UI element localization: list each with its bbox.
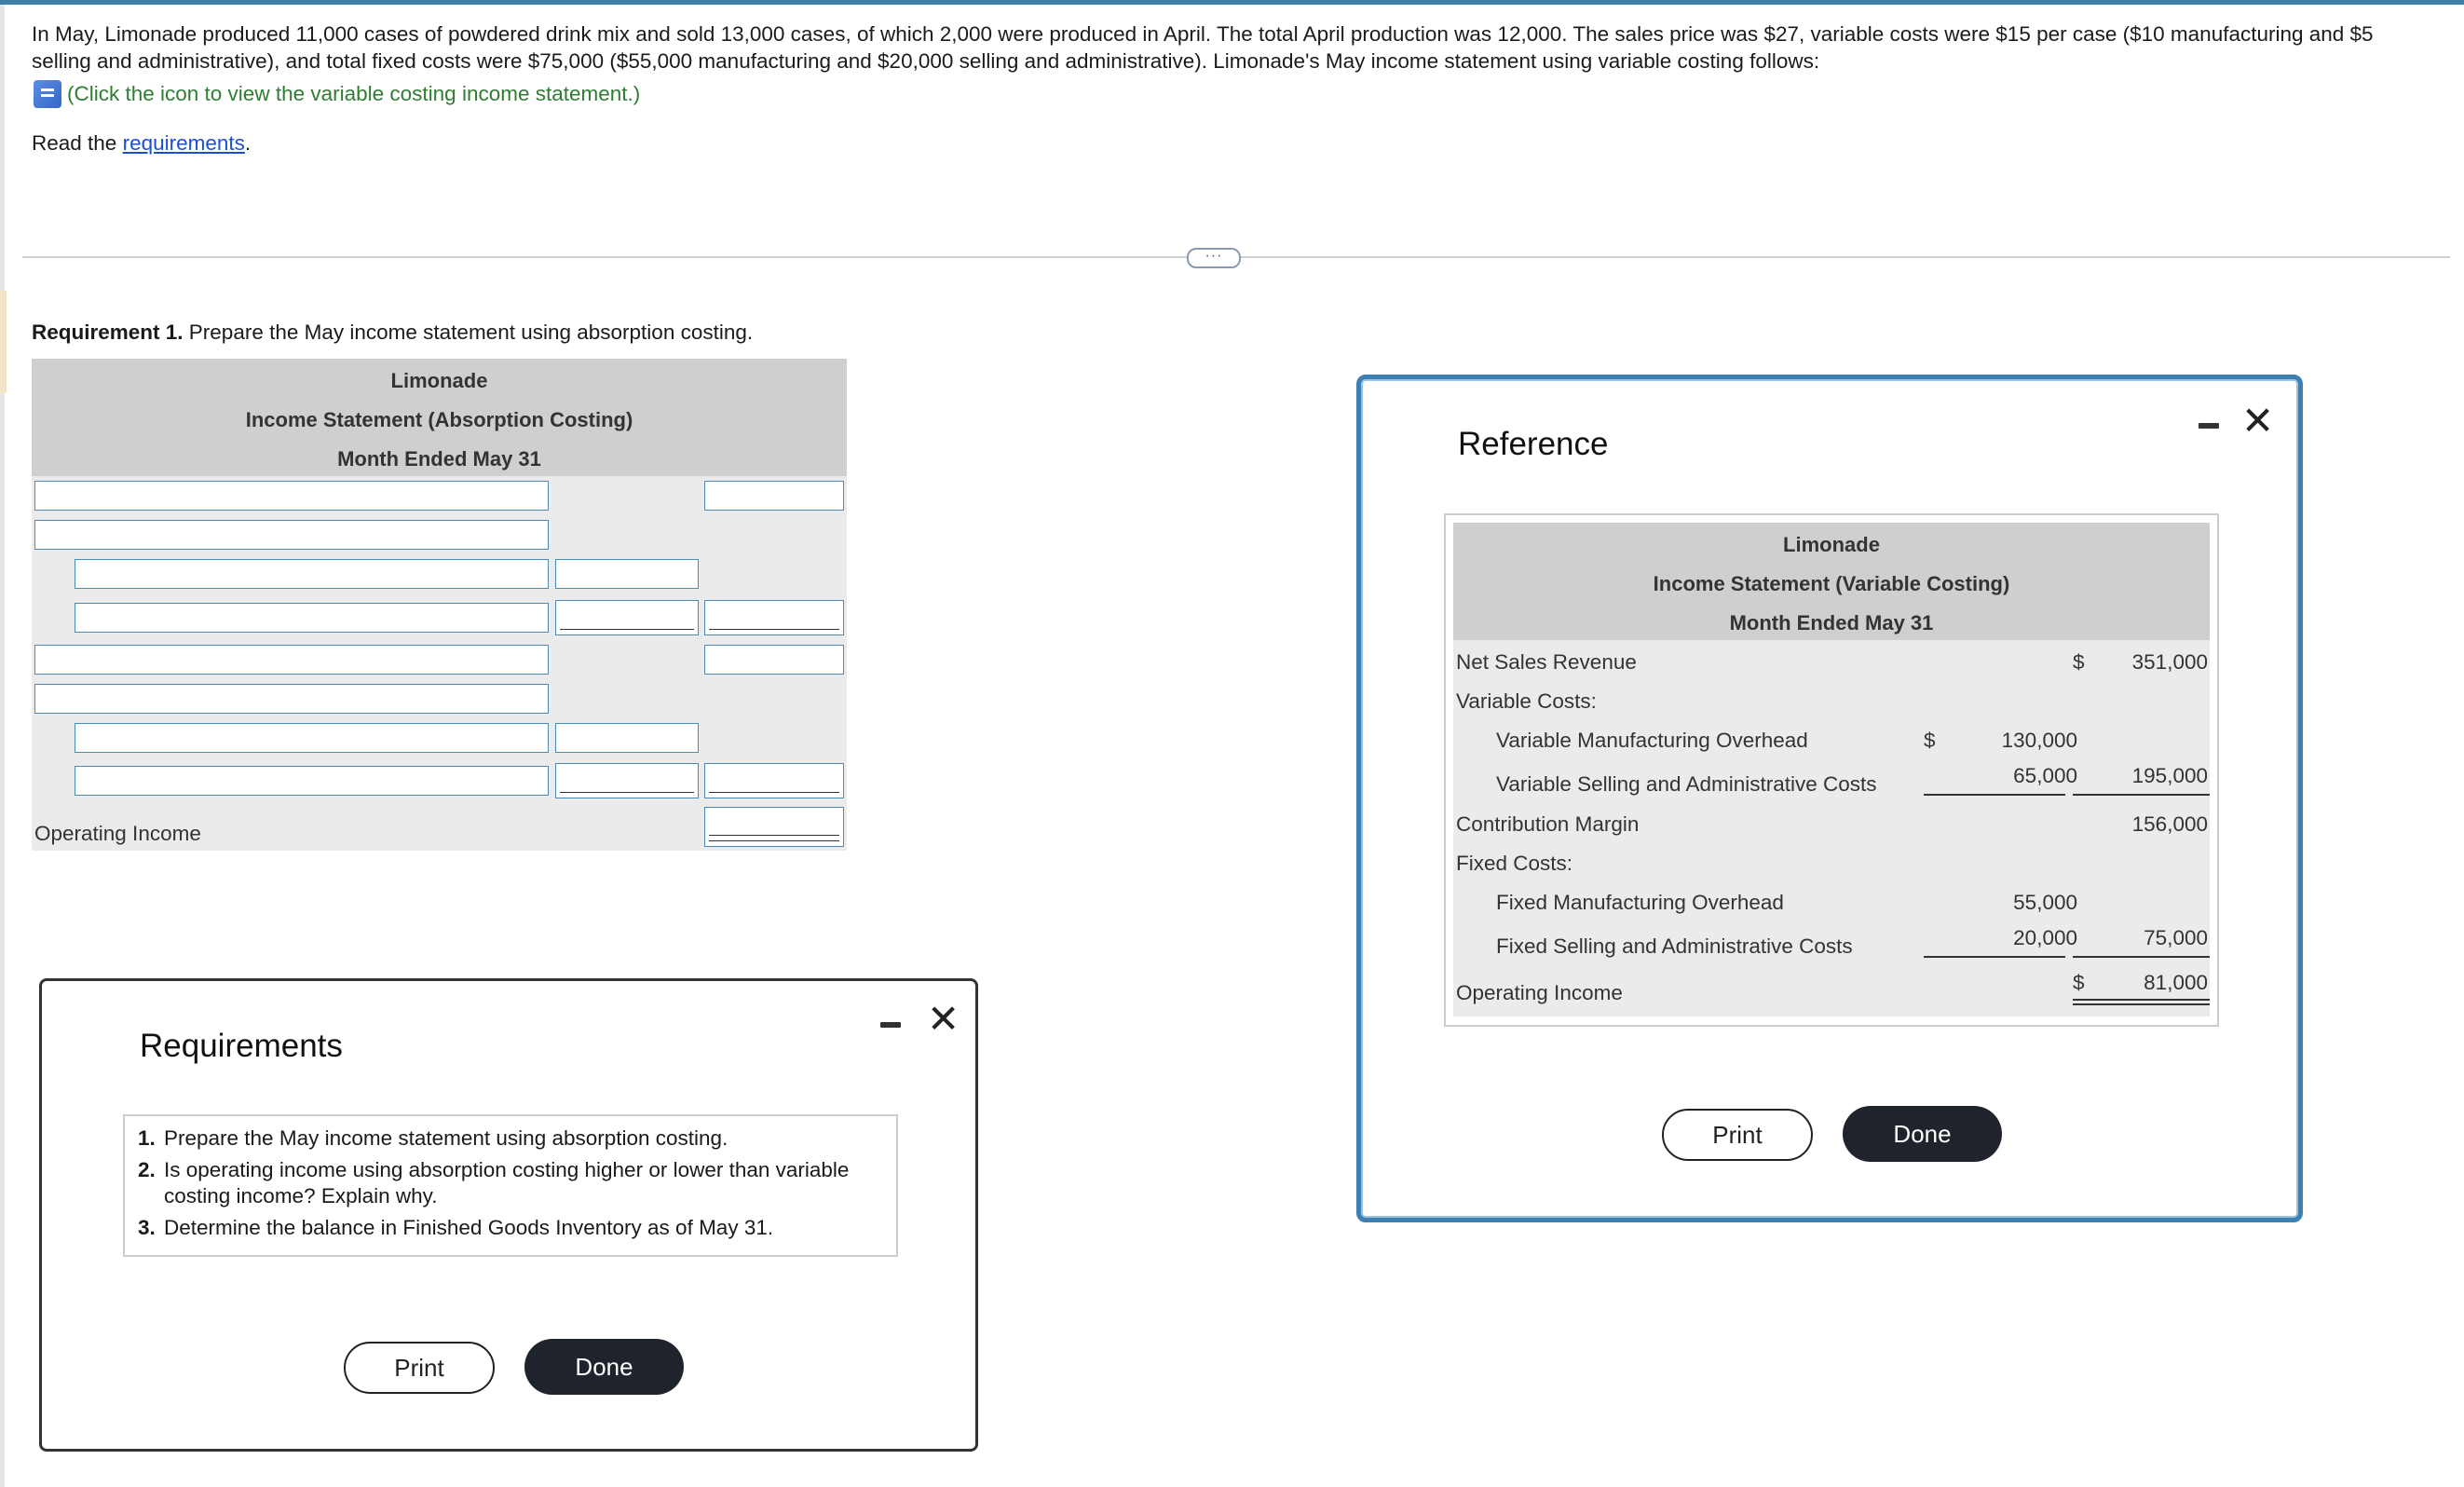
done-button[interactable]: Done — [1843, 1106, 2002, 1162]
minimize-icon[interactable] — [2199, 423, 2219, 429]
label-input-row6[interactable] — [34, 684, 549, 714]
var-mfg-value: 130,000 — [2001, 729, 2077, 752]
requirement-1-text: Prepare the May income statement using absorption costing. — [183, 321, 754, 344]
absorption-income-statement — [32, 359, 847, 851]
label-input-row2[interactable] — [34, 520, 549, 550]
requirement-text: Prepare the May income statement using absorption costing. — [164, 1126, 728, 1150]
requirement-text: Is operating income using absorption costing higher or lower than variable costing income? Explain why. — [164, 1158, 850, 1207]
underline — [1924, 956, 2065, 958]
operating-income-dollar: $ — [2073, 971, 2085, 994]
double-underline — [2073, 1003, 2210, 1005]
var-sa-label: Variable Selling and Administrative Costs — [1496, 772, 1877, 796]
print-button[interactable]: Print — [344, 1342, 495, 1394]
variable-costs-label: Variable Costs: — [1456, 689, 1597, 713]
label-input-row3[interactable] — [75, 559, 549, 589]
minimize-icon[interactable] — [880, 1022, 901, 1028]
label-input-row7[interactable] — [75, 723, 549, 753]
requirement-number: 1. — [138, 1126, 156, 1150]
label-input-row5[interactable] — [34, 645, 549, 675]
statement-header — [32, 359, 847, 476]
amount-input-row5-col2[interactable] — [704, 645, 844, 675]
fixed-costs-label: Fixed Costs: — [1456, 852, 1573, 875]
requirements-title: Requirements — [140, 1028, 343, 1064]
fix-sa-label: Fixed Selling and Administrative Costs — [1496, 934, 1853, 958]
var-mfg-dollar: $ — [1924, 729, 1936, 752]
statement-company: Limonade — [390, 369, 488, 392]
read-suffix: . — [244, 131, 252, 155]
done-button[interactable]: Done — [524, 1339, 684, 1395]
requirement-text: Determine the balance in Finished Goods Inventory as of May 31. — [164, 1216, 774, 1239]
requirement-1-label: Requirement 1. — [32, 321, 184, 344]
view-statement-link[interactable] — [34, 80, 640, 108]
left-marker — [0, 291, 7, 393]
underline — [1924, 794, 2065, 796]
requirement-1-prompt — [32, 321, 753, 345]
net-sales-dollar: $ — [2073, 650, 2085, 674]
net-sales-value: 351,000 — [2131, 650, 2208, 674]
amount-input-row3-col1[interactable] — [555, 559, 699, 589]
requirement-item — [138, 1215, 883, 1241]
requirement-number: 2. — [138, 1158, 156, 1181]
amount-input-row8-col2[interactable] — [704, 763, 844, 798]
fix-mfg-label: Fixed Manufacturing Overhead — [1496, 891, 1784, 914]
statement-period: Month Ended May 31 — [337, 447, 541, 471]
view-statement-text[interactable]: (Click the icon to view the variable costing income statement.) — [67, 82, 641, 105]
close-icon[interactable]: ✕ — [2241, 399, 2275, 443]
reference-statement-header — [1453, 523, 2210, 640]
left-scroll-gutter — [0, 5, 5, 1487]
var-mfg-label: Variable Manufacturing Overhead — [1496, 729, 1808, 752]
amount-input-row4-col1[interactable] — [555, 600, 699, 635]
amount-input-row1-col2[interactable] — [704, 481, 844, 511]
requirements-dialog — [39, 978, 978, 1452]
fix-mfg-value: 55,000 — [2013, 891, 2077, 914]
fix-sa-value: 20,000 — [2013, 926, 2077, 949]
contribution-margin-label: Contribution Margin — [1456, 812, 1640, 836]
amount-input-row7-col1[interactable] — [555, 723, 699, 753]
var-sa-value: 65,000 — [2013, 764, 2077, 787]
label-input-row8[interactable] — [75, 766, 549, 796]
reference-dialog — [1356, 375, 2303, 1222]
problem-text: In May, Limonade produced 11,000 cases of powdered drink mix and sold 13,000 cases, of which 2,000 were produced in April. The total April production was 12,000. The sales price was $27, variable costs were $15 per case ($10 manufacturing and $5 selling and administrative), and total fixed costs were $75,000 ($55,000 manufacturing and $20,000 selling and administrative). Limonade's May income statement using variable costing follows: — [32, 22, 2374, 73]
var-total-value: 195,000 — [2131, 764, 2208, 787]
contribution-margin-value: 156,000 — [2131, 812, 2208, 836]
requirements-link[interactable]: requirements — [122, 131, 245, 155]
book-icon[interactable] — [34, 80, 61, 108]
requirement-item — [138, 1157, 883, 1209]
top-accent-bar — [0, 0, 2464, 5]
net-sales-label: Net Sales Revenue — [1456, 650, 1637, 674]
more-dots-button[interactable]: ··· — [1187, 248, 1241, 268]
reference-statement-title: Income Statement (Variable Costing) — [1653, 572, 2010, 595]
double-underline — [2073, 999, 2210, 1001]
underline — [2073, 794, 2210, 796]
operating-income-label: Operating Income — [1456, 981, 1623, 1004]
statement-title: Income Statement (Absorption Costing) — [245, 408, 633, 431]
print-button[interactable]: Print — [1662, 1109, 1813, 1161]
fix-total-value: 75,000 — [2144, 926, 2208, 949]
reference-company: Limonade — [1783, 533, 1880, 556]
reference-period: Month Ended May 31 — [1729, 611, 1934, 634]
operating-income-value: 81,000 — [2144, 971, 2208, 994]
label-input-row4[interactable] — [75, 603, 549, 633]
label-input-row1[interactable] — [34, 481, 549, 511]
amount-input-row4-col2[interactable] — [704, 600, 844, 635]
variable-costing-statement — [1444, 513, 2219, 1027]
reference-title: Reference — [1458, 426, 1609, 462]
amount-input-row8-col1[interactable] — [555, 763, 699, 798]
read-requirements-line — [32, 131, 251, 156]
read-prefix: Read the — [32, 131, 123, 155]
reference-statement-body — [1453, 640, 2210, 1016]
operating-income-input[interactable] — [704, 807, 844, 847]
operating-income-label: Operating Income — [34, 822, 201, 845]
requirements-list — [123, 1114, 898, 1257]
requirement-item — [138, 1125, 883, 1152]
close-icon[interactable]: ✕ — [927, 997, 960, 1041]
requirement-number: 3. — [138, 1216, 156, 1239]
underline — [2073, 956, 2210, 958]
